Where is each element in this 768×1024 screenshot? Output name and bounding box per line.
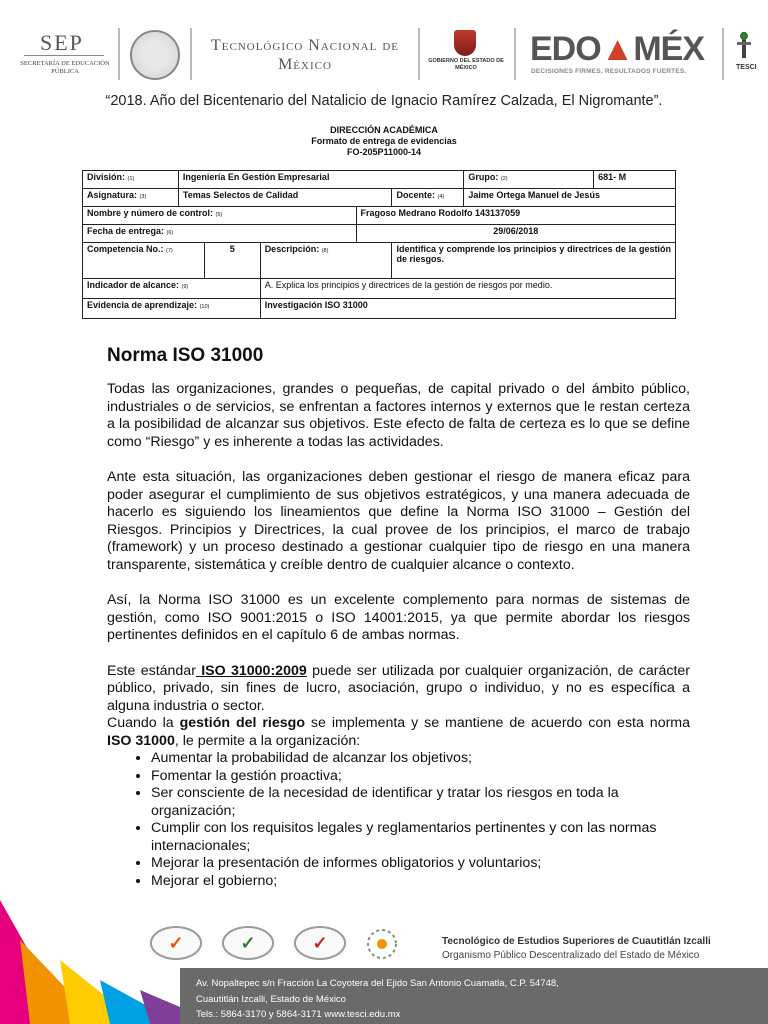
evidence-form-table — [82, 170, 676, 319]
fecha-number: (6) — [166, 230, 174, 236]
docente-value: Jaime Ortega Manuel de Jesús — [464, 189, 676, 207]
grupo-value: 681- M — [594, 171, 676, 189]
text-run: Cuando la — [107, 715, 180, 731]
descripcion-value: Identifica y comprende los principios y directrices de la gestión de riesgos. — [392, 243, 676, 279]
text-run: puede ser utilizada por cualquier organización, de carácter público, privado, sin fines de lucro, asociación, grupo o individuo, y no es específica a alguna industria o sector. — [107, 662, 691, 714]
benefits-list — [107, 750, 690, 890]
edomex-logo-emblem: ▲ — [600, 30, 634, 68]
table-row — [83, 299, 676, 319]
bold-term: ISO 31000 — [107, 732, 175, 749]
certification-seal-icon: ✓ — [150, 926, 202, 960]
asignatura-number: (3) — [139, 194, 147, 200]
footer-contact-line: Tels.: 5864-3170 y 5864-3171 www.tesci.edu.mx — [196, 1009, 401, 1020]
table-row — [83, 243, 676, 279]
tesci-label: TESCI — [736, 64, 757, 71]
sep-subtitle: SECRETARÍA DE EDUCACIÓN PÚBLICA — [20, 60, 110, 75]
table-row — [83, 207, 676, 225]
edomex-logo-part: MÉX — [633, 30, 705, 68]
edomex-government-label: GOBIERNO DEL ESTADO DE MÉXICO — [428, 58, 504, 71]
nombre-number: (5) — [215, 212, 223, 218]
text-run: Este estándar — [107, 662, 196, 679]
footer-address — [196, 976, 756, 1023]
tecnm-title: Tecnológico Nacional de México — [211, 37, 399, 73]
fecha-label: Fecha de entrega: — [87, 226, 165, 236]
table-row — [83, 189, 676, 207]
list-item: • Ser consciente de la necesidad de identificar y tratar los riesgos en toda la organización; — [151, 785, 690, 820]
paragraph: Todas las organizaciones, grandes o pequeñas, de capital privado o del ámbito público, industriales o de servicios, se enfrentan a factores internos y externos que le restan certeza a la posibilidad de alcanzar sus objetivos. Este efecto de falta de certeza es lo que se define como “Riesgo” y es inherente a todas las actividades. — [107, 381, 690, 450]
evidencia-label: Evidencia de aprendizaje: — [87, 300, 198, 310]
grupo-label: Grupo: — [468, 172, 499, 182]
sep-logo — [14, 28, 110, 78]
grupo-number: (2) — [500, 176, 508, 182]
document-body — [107, 345, 690, 890]
nombre-label-cell — [83, 207, 357, 225]
header — [0, 22, 768, 82]
footer-address-line: Av. Nopaltepec s/n Fracción La Coyotera del Ejido San Antonio Cuamatla, C.P. 54748, — [196, 978, 559, 989]
text-run: , le permite a la organización: — [174, 732, 361, 749]
footer-institution: Tecnológico de Estudios Superiores de Cuautitlán Izcalli — [442, 936, 711, 947]
paragraph: Ante esta situación, las organizaciones deben gestionar el riesgo de manera eficaz para poder asegurar el cumplimiento de sus objetivos estratégicos, y una manera adecuada de hacerlo es siguiendo los lineamientos que define la Norma ISO 31000 – Gestión del Riesgos. Principios y Directrices, la cual provee de los principios, el marco de trabajo (framework) y un proceso destinado a gestionar cualquier tipo de riesgo en una manera transparente, sistemática y creíble dentro de cualquier alcance o contexto. — [107, 469, 690, 573]
form-title: Formato de entrega de evidencias — [311, 136, 457, 146]
standard-reference: ISO 31000:2009 — [195, 662, 307, 679]
competencia-label-cell — [83, 243, 205, 279]
competencia-number: (7) — [166, 248, 173, 254]
bold-term: gestión del riesgo — [179, 715, 305, 731]
division-label: División: — [87, 172, 126, 182]
national-seal-icon — [130, 30, 180, 80]
certification-seal-icon: ✓ — [222, 926, 274, 960]
tesci-logo-icon — [734, 30, 754, 60]
indicador-label-cell — [83, 279, 261, 299]
form-code: FO-205P11000-14 — [346, 147, 422, 157]
asignatura-label: Asignatura: — [87, 190, 138, 200]
gender-equity-seal-icon — [364, 926, 400, 962]
division-value: Ingeniería En Gestión Empresarial — [178, 171, 464, 189]
docente-label: Docente: — [396, 190, 435, 200]
table-row — [83, 171, 676, 189]
list-item: • Mejorar el gobierno; — [151, 873, 690, 891]
table-row — [83, 225, 676, 243]
descripcion-label-cell — [260, 243, 392, 279]
list-item: • Fomentar la gestión proactiva; — [151, 768, 690, 786]
nombre-label: Nombre y número de control: — [87, 208, 214, 218]
sep-title: SEP — [40, 30, 84, 55]
table-row — [83, 279, 676, 299]
list-item: • Mejorar la presentación de informes obligatorios y voluntarios; — [151, 855, 690, 873]
grupo-label-cell — [464, 171, 594, 189]
docente-label-cell — [392, 189, 464, 207]
competencia-label: Competencia No.: — [87, 244, 164, 254]
footer-address-line: Cuautitlán Izcalli, Estado de México — [196, 993, 346, 1005]
nombre-value: Fragoso Medrano Rodolfo 143137059 — [356, 207, 675, 225]
paragraph — [107, 715, 690, 750]
evidencia-label-cell — [83, 299, 261, 319]
department-heading — [0, 125, 768, 158]
header-divider — [722, 28, 724, 80]
division-number: (1) — [127, 176, 135, 182]
edomex-shield-icon — [454, 30, 476, 56]
header-divider — [514, 28, 516, 80]
edomex-logo — [530, 30, 704, 69]
year-motto: “2018. Año del Bicentenario del Natalicio de Ignacio Ramírez Calzada, El Nigromante”. — [105, 93, 663, 109]
asignatura-value: Temas Selectos de Calidad — [178, 189, 392, 207]
fecha-value: 29/06/2018 — [356, 225, 675, 243]
certification-seal-icon: ✓ — [294, 926, 346, 960]
docente-number: (4) — [437, 194, 445, 200]
evidencia-value: Investigación ISO 31000 — [260, 299, 675, 319]
descripcion-label: Descripción: — [264, 244, 320, 254]
header-divider — [118, 28, 120, 80]
competencia-value: 5 — [204, 243, 260, 279]
paragraph: Así, la Norma ISO 31000 es un excelente complemento para normas de sistemas de gestión, como ISO 9001:2015 o ISO 14001:2015, ya que permite abordar los riesgos pertinentes definidos en el capítulo 6 de ambas normas. — [107, 592, 690, 643]
header-divider — [418, 28, 420, 80]
edomex-tagline: DECISIONES FIRMES, RESULTADOS FUERTES. — [531, 68, 687, 75]
text-run: se implementa y se mantiene de acuerdo con esta norma — [305, 715, 691, 731]
list-item: • Aumentar la probabilidad de alcanzar los objetivos; — [151, 750, 690, 768]
evidencia-number: (10) — [199, 304, 210, 310]
asignatura-label-cell — [83, 189, 179, 207]
document-title: Norma ISO 31000 — [107, 345, 264, 366]
edomex-logo-part: EDO — [530, 30, 601, 68]
department-title: DIRECCIÓN ACADÉMICA — [330, 125, 438, 135]
indicador-label: Indicador de alcance: — [87, 280, 180, 290]
paragraph — [107, 663, 690, 716]
fecha-label-cell — [83, 225, 357, 243]
footer-subtitle: Organismo Público Descentralizado del Estado de México — [442, 950, 700, 961]
descripcion-number: (8) — [321, 248, 329, 254]
list-item: • Cumplir con los requisitos legales y reglamentarios pertinentes y con las normas internacionales; — [151, 820, 690, 855]
indicador-value: A. Explica los principios y directrices de la gestión de riesgos por medio. — [260, 279, 675, 299]
sep-divider — [24, 55, 104, 56]
header-divider — [190, 28, 192, 80]
indicador-number: (9) — [181, 284, 189, 290]
division-label-cell — [83, 171, 179, 189]
